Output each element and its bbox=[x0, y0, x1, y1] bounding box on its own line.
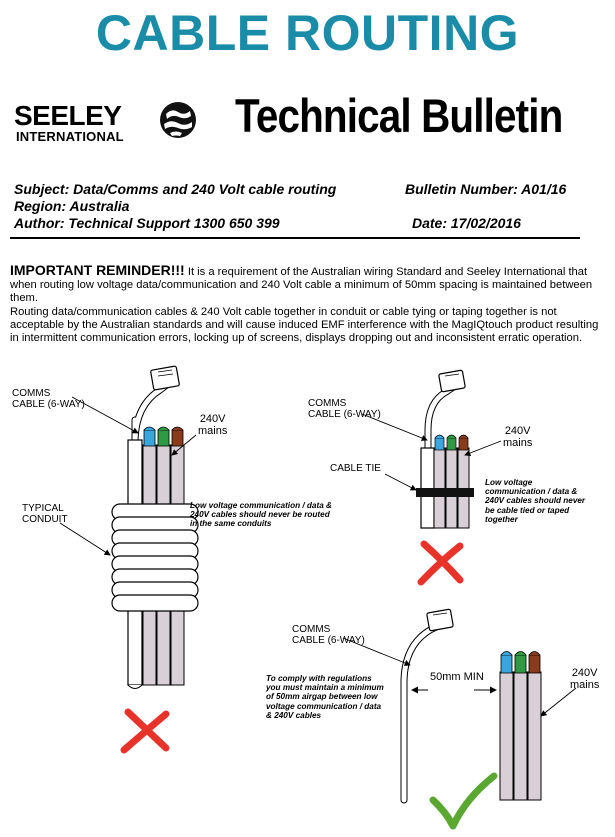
logo-sub: INTERNATIONAL bbox=[16, 129, 124, 144]
cable-tie bbox=[416, 488, 474, 497]
d2-mains-label: 240V mains bbox=[503, 425, 533, 449]
d1-conduit-label: TYPICAL CONDUIT bbox=[22, 503, 68, 525]
d2-warning-note: Low voltage communication / data & 240V cables should never be cable tied or taped together bbox=[485, 478, 586, 524]
reminder-para-1: It is a requirement of the Australian wiring Standard and Seeley International that when routing low voltage data/communication and 240 Volt cable a minimum of 50mm spacing is maintained between them. bbox=[10, 266, 593, 305]
d3-mains-label: 240V mains bbox=[570, 667, 600, 691]
tick-icon bbox=[433, 776, 494, 826]
d3-gap-label: 50mm MIN bbox=[430, 671, 484, 683]
author-line: Author: Technical Support 1300 650 399 bbox=[14, 215, 280, 231]
page-title: CABLE ROUTING bbox=[95, 5, 520, 61]
d1-warning-note: Low voltage communication / data & 240V cables should never be routed in the same conduits bbox=[190, 501, 332, 529]
cross-icon-2 bbox=[421, 544, 460, 582]
diagram-cable-tie bbox=[362, 370, 501, 582]
reminder-para-2: Routing data/communication cables & 240 Volt cable together in conduit or cable tying or taping together is not acceptable by the Australian standards and will cause induced EMF interference with the MagIQtouch product resulting in intermittent communication errors, locking up of screens, displays dropping out and inconsistent erratic operation. bbox=[10, 305, 599, 345]
logo-brand: SEELEY bbox=[14, 100, 122, 131]
rj-plug-icon bbox=[150, 366, 179, 390]
bulletin-number: Bulletin Number: A01/16 bbox=[405, 181, 567, 197]
date-line: Date: 17/02/2016 bbox=[412, 215, 521, 231]
d1-comms-label: COMMS CABLE (6-WAY) bbox=[12, 388, 85, 410]
cross-icon-1 bbox=[124, 712, 166, 750]
d3-compliance-note: To comply with regulations you must maintain a minimum of 50mm airgap between low voltage communication / data & 240V cables bbox=[266, 674, 384, 720]
bulletin-title: Technical Bulletin bbox=[235, 89, 563, 142]
d3-comms-label: COMMS CABLE (6-WAY) bbox=[292, 624, 365, 646]
diagram-conduit bbox=[60, 366, 198, 750]
reminder-heading: IMPORTANT REMINDER!!! bbox=[10, 262, 185, 278]
d2-comms-label: COMMS CABLE (6-WAY) bbox=[308, 398, 381, 420]
rj-plug-icon bbox=[427, 609, 454, 631]
subject-line: Subject: Data/Comms and 240 Volt cable routing bbox=[14, 181, 337, 197]
d1-mains-label: 240V mains bbox=[198, 413, 228, 437]
region-line: Region: Australia bbox=[14, 198, 130, 214]
d2-cable-tie-label: CABLE TIE bbox=[330, 463, 381, 474]
rj-plug-icon bbox=[439, 370, 466, 392]
